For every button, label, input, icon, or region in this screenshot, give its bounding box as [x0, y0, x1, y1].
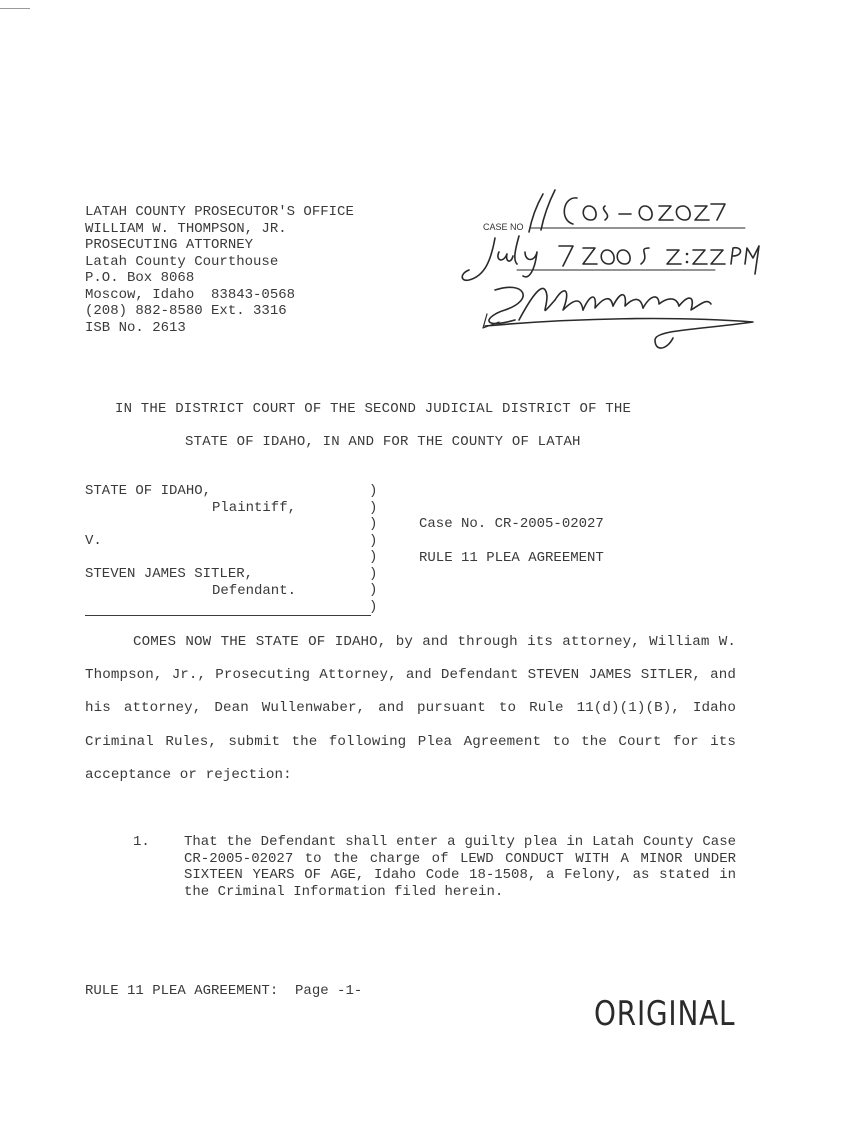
- page-footer: RULE 11 PLEA AGREEMENT: Page -1-: [85, 983, 363, 999]
- court-heading-line1: IN THE DISTRICT COURT OF THE SECOND JUDICIAL DISTRICT OF THE: [115, 401, 632, 417]
- attorney-header: [85, 204, 354, 336]
- header-line: ISB No. 2613: [85, 319, 186, 336]
- scan-artifact-line: [0, 8, 30, 9]
- header-line: Latah County Courthouse: [85, 253, 279, 270]
- defendant-role: Defendant.: [212, 583, 297, 599]
- header-line: P.O. Box 8068: [85, 270, 195, 286]
- header-line: WILLIAM W. THOMPSON, JR.: [85, 220, 287, 237]
- plaintiff-role: Plaintiff,: [212, 500, 297, 516]
- original-stamp: ORIGINAL: [594, 994, 736, 1034]
- caption-underline: [85, 615, 371, 616]
- case-caption: [85, 483, 645, 623]
- document-title: RULE 11 PLEA AGREEMENT: [419, 550, 604, 566]
- svg-text:CASE NO: CASE NO: [483, 222, 524, 232]
- court-heading-line2: STATE OF IDAHO, IN AND FOR THE COUNTY OF LATAH: [185, 434, 581, 450]
- header-line: PROSECUTING ATTORNEY: [85, 237, 254, 253]
- case-number: Case No. CR-2005-02027: [419, 516, 604, 532]
- plaintiff-name: STATE OF IDAHO,: [85, 483, 212, 499]
- header-line: Moscow, Idaho 83843-0568: [85, 286, 296, 303]
- versus: V.: [85, 533, 102, 549]
- intro-paragraph: [85, 626, 736, 792]
- intro-text: COMES NOW THE STATE OF IDAHO, by and through its attorney, William W. Thompson, Jr., Prosecuting Attorney, and Defendant STEVEN JAMES SITLER, and his attorney, Dean Wullenwaber, and pursuant to Rule 11(d)(1)(B), Idaho Criminal Rules, submit the following Plea Agreement to the Court for its acceptance or rejection:: [85, 634, 736, 783]
- filing-stamp-handwriting: [455, 180, 765, 355]
- defendant-name: STEVEN JAMES SITLER,: [85, 566, 254, 582]
- caption-parentheses: ) ) ) ) ) ) ) ): [369, 483, 378, 615]
- item-text: That the Defendant shall enter a guilty plea in Latah County Case CR-2005-02027 to the charge of LEWD CONDUCT WITH A MINOR UNDER SIXTEEN YEARS OF AGE, Idaho Code 18-1508, a Felony, as stated in the Criminal Information filed herein.: [184, 834, 736, 900]
- item-number: 1.: [133, 834, 150, 850]
- header-line: (208) 882-8580 Ext. 3316: [85, 303, 287, 319]
- header-line: LATAH COUNTY PROSECUTOR'S OFFICE: [85, 204, 354, 220]
